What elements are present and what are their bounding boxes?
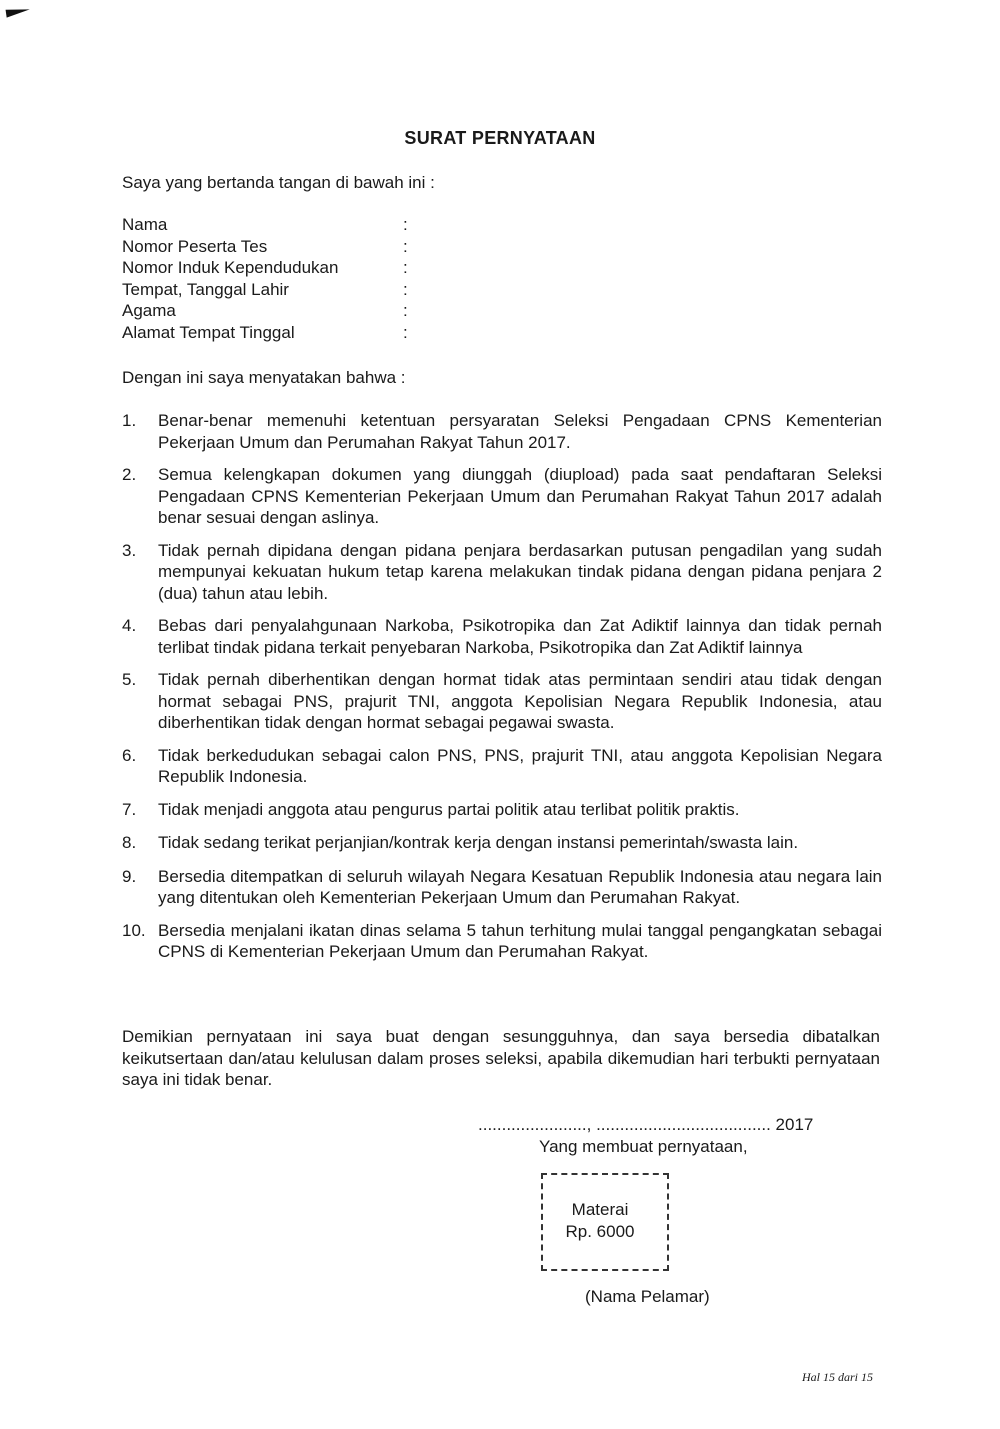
- item-number: 4.: [122, 616, 137, 635]
- item-number: 5.: [122, 670, 137, 689]
- field-row: [122, 300, 442, 322]
- stamp-line-2: Rp. 6000: [565, 1222, 635, 1241]
- applicant-name: (Nama Pelamar): [585, 1287, 710, 1306]
- item-number: 10.: [122, 920, 146, 940]
- list-item: [122, 615, 882, 658]
- item-text: Bebas dari penyalahgunaan Narkoba, Psikotropika dan Zat Adiktif lainnya dan tidak pernah terlibat tindak pidana terkait penyebaran Narkoba, Psikotropika dan Zat Adiktif lainnya: [158, 616, 882, 657]
- item-number: 7.: [122, 799, 137, 819]
- item-text: Benar-benar memenuhi ketentuan persyaratan Seleksi Pengadaan CPNS Kementerian Pekerjaan Umum dan Perumahan Rakyat Tahun 2017.: [158, 411, 882, 452]
- field-row: [122, 257, 442, 279]
- field-colon: :: [403, 301, 408, 321]
- field-label: Alamat Tempat Tinggal: [122, 322, 295, 342]
- field-label: Tempat, Tanggal Lahir: [122, 279, 289, 299]
- date-line: ......................., ..................................... 2017: [478, 1115, 814, 1134]
- identity-fields: [122, 214, 442, 344]
- item-text: Tidak pernah dipidana dengan pidana penjara berdasarkan putusan pengadilan yang sudah mempunyai kekuatan hukum tetap karena melakukan tindak pidana dengan pidana penjara 2 (dua) tahun atau lebih.: [158, 540, 882, 603]
- field-label: Nomor Peserta Tes: [122, 236, 268, 256]
- item-number: 2.: [122, 465, 137, 484]
- item-text: Tidak berkedudukan sebagai calon PNS, PNS, prajurit TNI, atau anggota Kepolisian Negara Republik Indonesia.: [158, 745, 882, 786]
- list-item: [122, 799, 882, 821]
- item-text: Tidak sedang terikat perjanjian/kontrak kerja dengan instansi pemerintah/swasta lain.: [158, 833, 799, 852]
- list-item: [122, 832, 882, 854]
- document-title: SURAT PERNYATAAN: [404, 128, 596, 148]
- stamp-line-1: Materai: [571, 1200, 629, 1219]
- list-item: [122, 866, 882, 909]
- field-label: Nomor Induk Kependudukan: [122, 258, 339, 278]
- item-text: Tidak pernah diberhentikan dengan hormat tidak atas permintaan sendiri atau tidak dengan hormat sebagai PNS, prajurit TNI, anggota Kepolisian Negara Republik Indonesia, atau diberhentikan tidak dengan hormat sebagai pegawai swasta.: [158, 670, 882, 732]
- list-item: [122, 540, 882, 605]
- item-text: Bersedia menjalani ikatan dinas selama 5 tahun terhitung mulai tanggal pengangkatan sebagai CPNS di Kementerian Pekerjaan Umum dan Perumahan Rakyat.: [158, 920, 882, 961]
- closing-paragraph: Demikian pernyataan ini saya buat dengan sesungguhnya, dan saya bersedia dibatalkan keikutsertaan dan/atau kelulusan dalam proses seleksi, apabila dikemudian hari terbukti pernyataan saya ini tidak benar.: [122, 1027, 880, 1089]
- item-number: 3.: [122, 540, 137, 560]
- stamp-text: [543, 1199, 667, 1243]
- item-number: 6.: [122, 745, 137, 765]
- stamp-box: [541, 1173, 669, 1271]
- field-label: Agama: [122, 301, 176, 321]
- signer-label: Yang membuat pernyataan,: [539, 1137, 748, 1156]
- field-colon: :: [403, 258, 408, 278]
- field-colon: :: [403, 236, 408, 256]
- item-text: Tidak menjadi anggota atau pengurus partai politik atau terlibat politik praktis.: [158, 799, 740, 819]
- item-text: Semua kelengkapan dokumen yang diunggah (diupload) pada saat pendaftaran Seleksi Pengadaan CPNS Kementerian Pekerjaan Umum dan Perumahan Rakyat Tahun 2017 adalah benar sesuai dengan aslinya.: [158, 465, 882, 527]
- item-number: 9.: [122, 866, 137, 886]
- intro-text: Saya yang bertanda tangan di bawah ini :: [122, 173, 435, 192]
- field-label: Nama: [122, 215, 168, 234]
- field-row: [122, 322, 442, 344]
- item-number: 1.: [122, 411, 137, 430]
- field-row: [122, 236, 442, 258]
- field-colon: :: [403, 215, 408, 234]
- field-row: [122, 214, 442, 236]
- list-item: [122, 669, 882, 734]
- list-item: [122, 745, 882, 788]
- item-text: Bersedia ditempatkan di seluruh wilayah Negara Kesatuan Republik Indonesia atau negara lain yang ditentukan oleh Kementerian Pekerjaan Umum dan Perumahan Rakyat.: [158, 866, 882, 907]
- field-row: [122, 279, 442, 301]
- corner-mark: [6, 6, 31, 17]
- lead-text: Dengan ini saya menyatakan bahwa :: [122, 368, 406, 387]
- field-colon: :: [403, 279, 408, 299]
- item-number: 8.: [122, 833, 137, 852]
- list-item: [122, 464, 882, 529]
- field-colon: :: [403, 322, 408, 342]
- list-item: [122, 410, 882, 453]
- list-item: [122, 920, 882, 963]
- page-number: Hal 15 dari 15: [802, 1370, 874, 1384]
- statement-list: [122, 410, 882, 963]
